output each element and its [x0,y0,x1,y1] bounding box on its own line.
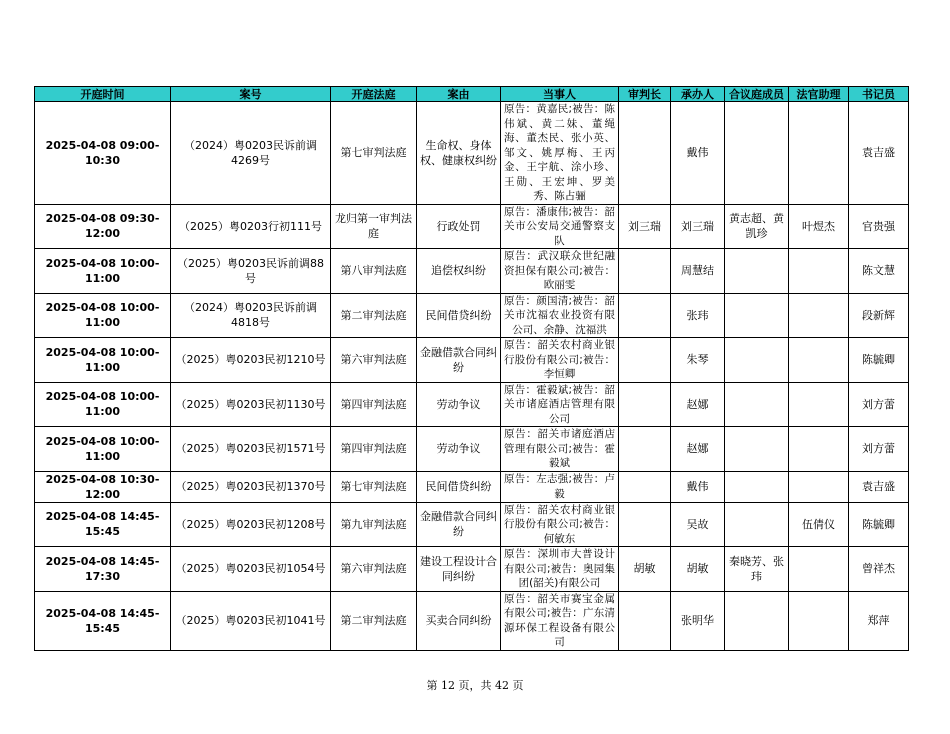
cell-cause: 劳动争议 [417,427,501,472]
cell-time: 2025-04-08 10:30-12:00 [35,471,171,502]
cell-clerk: 陈文慧 [849,249,909,294]
cell-assistant [789,591,849,650]
cell-handler: 赵娜 [671,427,725,472]
cell-cause: 民间借贷纠纷 [417,293,501,338]
cell-collegial [725,591,789,650]
col-header-collegial: 合议庭成员 [725,87,789,102]
cell-parties: 原告：颜国清;被告：韶关市沈福农业投资有限公司、余静、沈福洪 [501,293,619,338]
table-row [35,293,909,338]
cell-collegial [725,502,789,547]
cell-cause: 建设工程设计合同纠纷 [417,547,501,592]
table-row [35,338,909,383]
cell-time: 2025-04-08 14:45-15:45 [35,502,171,547]
cell-clerk: 段新辉 [849,293,909,338]
col-header-court: 开庭法庭 [331,87,417,102]
col-header-case-no: 案号 [171,87,331,102]
cell-handler: 胡敏 [671,547,725,592]
cell-cause: 生命权、身体权、健康权纠纷 [417,102,501,205]
cell-assistant [789,547,849,592]
cell-clerk: 袁吉盛 [849,102,909,205]
cell-cause: 劳动争议 [417,382,501,427]
cell-court: 第二审判法庭 [331,591,417,650]
cell-handler: 周慧结 [671,249,725,294]
cell-handler: 刘三瑞 [671,204,725,249]
col-header-parties: 当事人 [501,87,619,102]
cell-parties: 原告：黄嘉民;被告：陈伟斌、黄二妹、董绳海、董杰民、张小英、邹文、姚厚梅、王丙金、王宇航、涂小珍、王勋、王宏坤、罗美秀、陈占骊 [501,102,619,205]
cell-case-no: （2025）粤0203民初1370号 [171,471,331,502]
cell-clerk: 陈毓卿 [849,502,909,547]
cell-clerk: 袁吉盛 [849,471,909,502]
cell-case-no: （2025）粤0203民初1208号 [171,502,331,547]
cell-court: 第八审判法庭 [331,249,417,294]
table-row [35,591,909,650]
cell-collegial [725,293,789,338]
cell-court: 第二审判法庭 [331,293,417,338]
cell-handler: 张明华 [671,591,725,650]
cell-assistant [789,293,849,338]
cell-assistant [789,102,849,205]
cell-case-no: （2025）粤0203民初1041号 [171,591,331,650]
table-row [35,204,909,249]
cell-presiding [619,427,671,472]
cell-clerk: 曾祥杰 [849,547,909,592]
cell-cause: 行政处罚 [417,204,501,249]
cell-presiding [619,471,671,502]
cell-collegial [725,427,789,472]
cell-parties: 原告：韶关市诸庭酒店管理有限公司;被告：霍毅斌 [501,427,619,472]
cell-court: 第七审判法庭 [331,471,417,502]
col-header-clerk: 书记员 [849,87,909,102]
cell-parties: 原告：潘康伟;被告：韶关市公安局交通警察支队 [501,204,619,249]
table-row [35,382,909,427]
cell-time: 2025-04-08 14:45-15:45 [35,591,171,650]
cell-assistant: 叶煜杰 [789,204,849,249]
cell-handler: 戴伟 [671,471,725,502]
cell-parties: 原告：武汉联众世纪融资担保有限公司;被告：欧丽雯 [501,249,619,294]
cell-time: 2025-04-08 09:00-10:30 [35,102,171,205]
cell-court: 第七审判法庭 [331,102,417,205]
col-header-cause: 案由 [417,87,501,102]
cell-court: 第九审判法庭 [331,502,417,547]
cell-cause: 追偿权纠纷 [417,249,501,294]
cell-clerk: 刘方蕾 [849,427,909,472]
cell-presiding: 刘三瑞 [619,204,671,249]
cell-assistant: 伍倩仪 [789,502,849,547]
cell-handler: 戴伟 [671,102,725,205]
cell-presiding [619,293,671,338]
cell-cause: 金融借款合同纠纷 [417,502,501,547]
cell-court: 第四审判法庭 [331,427,417,472]
cell-presiding [619,591,671,650]
cell-collegial [725,382,789,427]
cell-presiding [619,382,671,427]
table-row [35,502,909,547]
cell-assistant [789,382,849,427]
cell-case-no: （2024）粤0203民诉前调4269号 [171,102,331,205]
cell-parties: 原告：深圳市大普设计有限公司;被告：奥园集团(韶关)有限公司 [501,547,619,592]
col-header-time: 开庭时间 [35,87,171,102]
cell-handler: 朱琴 [671,338,725,383]
cell-parties: 原告：韶关农村商业银行股份有限公司;被告：何敏东 [501,502,619,547]
cell-handler: 赵娜 [671,382,725,427]
cell-court: 第四审判法庭 [331,382,417,427]
cell-collegial [725,102,789,205]
cell-parties: 原告：霍毅斌;被告：韶关市诸庭酒店管理有限公司 [501,382,619,427]
cell-case-no: （2025）粤0203民初1571号 [171,427,331,472]
cell-assistant [789,427,849,472]
table-row [35,249,909,294]
cell-collegial [725,249,789,294]
cell-collegial: 秦晓芳、张玮 [725,547,789,592]
cell-collegial: 黄志超、黄凯珍 [725,204,789,249]
cell-parties: 原告：韶关农村商业银行股份有限公司;被告：李恒卿 [501,338,619,383]
cell-time: 2025-04-08 10:00-11:00 [35,338,171,383]
cell-time: 2025-04-08 10:00-11:00 [35,382,171,427]
cell-assistant [789,249,849,294]
cell-presiding [619,338,671,383]
header-row [35,87,909,102]
cell-court: 龙归第一审判法庭 [331,204,417,249]
cell-handler: 吴故 [671,502,725,547]
cell-time: 2025-04-08 10:00-11:00 [35,293,171,338]
cell-collegial [725,338,789,383]
table-row [35,471,909,502]
cell-parties: 原告：韶关市赛宝金属有限公司;被告：广东清源环保工程设备有限公司 [501,591,619,650]
cell-collegial [725,471,789,502]
cell-clerk: 官贵强 [849,204,909,249]
col-header-presiding: 审判长 [619,87,671,102]
cell-time: 2025-04-08 09:30-12:00 [35,204,171,249]
cell-cause: 金融借款合同纠纷 [417,338,501,383]
cell-case-no: （2025）粤0203民初1130号 [171,382,331,427]
cell-case-no: （2025）粤0203民初1210号 [171,338,331,383]
cell-assistant [789,471,849,502]
cell-clerk: 陈毓卿 [849,338,909,383]
table-row [35,547,909,592]
table-row [35,427,909,472]
cell-handler: 张玮 [671,293,725,338]
cell-presiding [619,249,671,294]
cell-court: 第六审判法庭 [331,338,417,383]
cell-case-no: （2025）粤0203民初1054号 [171,547,331,592]
cell-assistant [789,338,849,383]
cell-court: 第六审判法庭 [331,547,417,592]
cell-time: 2025-04-08 10:00-11:00 [35,249,171,294]
col-header-assistant: 法官助理 [789,87,849,102]
cell-presiding: 胡敏 [619,547,671,592]
cell-time: 2025-04-08 10:00-11:00 [35,427,171,472]
hearing-schedule-table [34,86,909,651]
cell-presiding [619,102,671,205]
page-footer: 第 12 页，共 42 页 [426,679,524,692]
cell-parties: 原告：左志强;被告：卢毅 [501,471,619,502]
cell-cause: 买卖合同纠纷 [417,591,501,650]
cell-case-no: （2025）粤0203民诉前调88号 [171,249,331,294]
cell-presiding [619,502,671,547]
cell-case-no: （2025）粤0203行初111号 [171,204,331,249]
cell-clerk: 郑萍 [849,591,909,650]
cell-cause: 民间借贷纠纷 [417,471,501,502]
cell-time: 2025-04-08 14:45-17:30 [35,547,171,592]
cell-clerk: 刘方蕾 [849,382,909,427]
cell-case-no: （2024）粤0203民诉前调4818号 [171,293,331,338]
col-header-handler: 承办人 [671,87,725,102]
table-row [35,102,909,205]
